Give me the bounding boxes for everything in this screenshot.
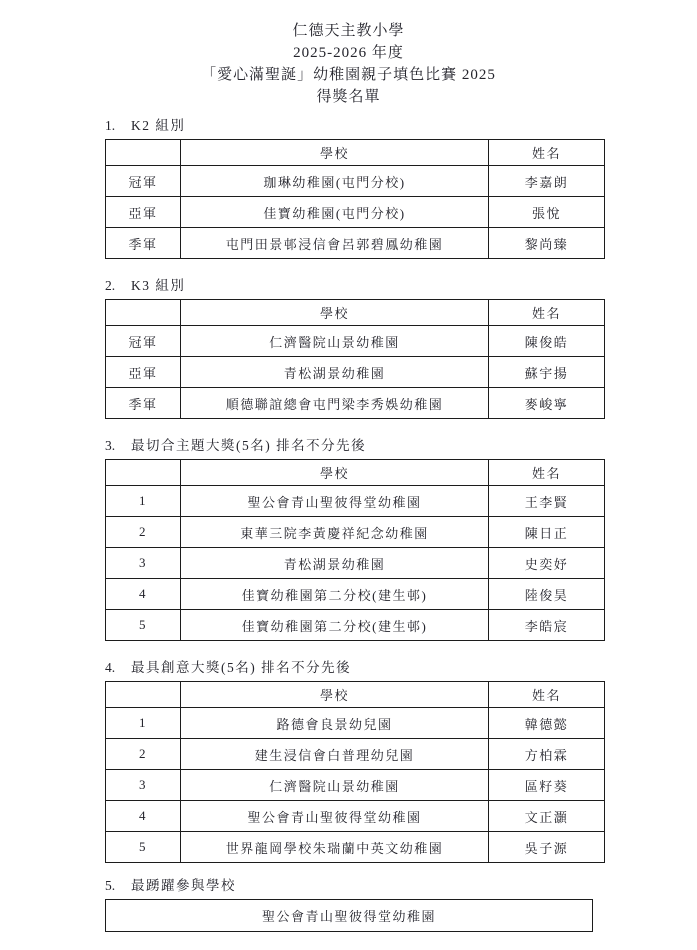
academic-year: 2025-2026 年度 (293, 45, 404, 61)
most-active-school-table (105, 899, 593, 932)
section-number: 2. (105, 278, 116, 293)
table-row (106, 548, 605, 579)
school-title: 仁德天主教小學 (292, 23, 405, 39)
section-heading (105, 659, 593, 677)
col-header-name: 姓名 (489, 682, 605, 708)
school-cell: 聖公會青山聖彼得堂幼稚園 (181, 486, 489, 517)
winner-school-cell: 聖公會青山聖彼得堂幼稚園 (106, 900, 593, 932)
awards-table-most-creative (105, 681, 605, 863)
col-header-rank (106, 140, 181, 166)
name-cell: 陳俊皓 (489, 326, 605, 357)
name-cell: 李嘉朗 (489, 166, 605, 197)
col-header-rank (106, 682, 181, 708)
rank-cell: 2 (106, 517, 181, 548)
rank-cell: 3 (106, 770, 181, 801)
school-cell: 佳寶幼稚園(屯門分校) (181, 197, 489, 228)
col-header-school: 學校 (181, 300, 489, 326)
table-header-row (106, 460, 605, 486)
name-cell: 陸俊昊 (489, 579, 605, 610)
section-k3 (105, 277, 593, 419)
name-cell: 蘇宇揚 (489, 357, 605, 388)
school-cell: 佳寶幼稚園第二分校(建生邨) (181, 579, 489, 610)
col-header-school: 學校 (181, 460, 489, 486)
section-heading-label: 最踴躍參與學校 (131, 878, 236, 893)
col-header-school: 學校 (181, 682, 489, 708)
school-cell: 世界龍岡學校朱瑞蘭中英文幼稚園 (181, 832, 489, 863)
section-number: 5. (105, 878, 116, 893)
section-heading-label: 最切合主題大獎(5名) 排名不分先後 (131, 438, 367, 453)
section-heading-label: K2 組別 (131, 118, 186, 133)
table-row (106, 486, 605, 517)
school-cell: 青松湖景幼稚園 (181, 548, 489, 579)
school-cell: 聖公會青山聖彼得堂幼稚園 (181, 801, 489, 832)
col-header-rank (106, 300, 181, 326)
col-header-name: 姓名 (489, 140, 605, 166)
rank-cell: 亞軍 (106, 357, 181, 388)
section-number: 1. (105, 118, 116, 133)
doc-subtitle: 得獎名單 (316, 89, 381, 105)
table-row (106, 579, 605, 610)
rank-cell: 冠軍 (106, 326, 181, 357)
rank-cell: 1 (106, 486, 181, 517)
name-cell: 張悅 (489, 197, 605, 228)
rank-cell: 季軍 (106, 228, 181, 259)
table-row (106, 708, 605, 739)
table-row (106, 801, 605, 832)
event-title: 「愛心滿聖誕」幼稚園親子填色比賽 2025 (201, 67, 496, 83)
rank-cell: 5 (106, 610, 181, 641)
school-cell: 仁濟醫院山景幼稚園 (181, 770, 489, 801)
section-heading-label: 最具創意大獎(5名) 排名不分先後 (131, 660, 352, 675)
table-row (106, 770, 605, 801)
table-row (106, 357, 605, 388)
name-cell: 文正灝 (489, 801, 605, 832)
table-row (106, 832, 605, 863)
name-cell: 區籽葵 (489, 770, 605, 801)
rank-cell: 4 (106, 801, 181, 832)
section-number: 3. (105, 438, 116, 453)
section-k2 (105, 117, 593, 259)
table-row (106, 166, 605, 197)
name-cell: 韓德懿 (489, 708, 605, 739)
school-cell: 佳寶幼稚園第二分校(建生邨) (181, 610, 489, 641)
col-header-rank (106, 460, 181, 486)
section-heading (105, 437, 593, 455)
name-cell: 史奕妤 (489, 548, 605, 579)
table-row (106, 517, 605, 548)
name-cell: 麥峻寧 (489, 388, 605, 419)
col-header-school: 學校 (181, 140, 489, 166)
school-cell: 建生浸信會白普理幼兒園 (181, 739, 489, 770)
table-row (106, 388, 605, 419)
school-cell: 東華三院李黃慶祥紀念幼稚園 (181, 517, 489, 548)
table-header-row (106, 682, 605, 708)
table-header-row (106, 300, 605, 326)
col-header-name: 姓名 (489, 460, 605, 486)
name-cell: 方柏霖 (489, 739, 605, 770)
col-header-name: 姓名 (489, 300, 605, 326)
awards-table-best-theme (105, 459, 605, 641)
table-row (106, 739, 605, 770)
rank-cell: 亞軍 (106, 197, 181, 228)
name-cell: 黎尚臻 (489, 228, 605, 259)
table-row (106, 610, 605, 641)
rank-cell: 季軍 (106, 388, 181, 419)
name-cell: 吳子源 (489, 832, 605, 863)
name-cell: 陳日正 (489, 517, 605, 548)
name-cell: 李皓宸 (489, 610, 605, 641)
document-header (0, 20, 697, 108)
section-heading (105, 277, 593, 295)
table-header-row (106, 140, 605, 166)
rank-cell: 3 (106, 548, 181, 579)
awards-table-k2 (105, 139, 605, 259)
section-heading (105, 877, 593, 895)
school-cell: 路德會良景幼兒園 (181, 708, 489, 739)
section-most-active (105, 877, 593, 932)
table-row (106, 228, 605, 259)
section-most-creative (105, 659, 593, 863)
section-best-theme (105, 437, 593, 641)
section-number: 4. (105, 660, 116, 675)
school-cell: 珈琳幼稚園(屯門分校) (181, 166, 489, 197)
school-cell: 屯門田景邨浸信會呂郭碧鳳幼稚園 (181, 228, 489, 259)
rank-cell: 4 (106, 579, 181, 610)
school-cell: 順德聯誼總會屯門梁李秀娛幼稚園 (181, 388, 489, 419)
section-heading (105, 117, 593, 135)
school-cell: 青松湖景幼稚園 (181, 357, 489, 388)
rank-cell: 冠軍 (106, 166, 181, 197)
table-row (106, 326, 605, 357)
table-row (106, 900, 593, 932)
rank-cell: 1 (106, 708, 181, 739)
rank-cell: 2 (106, 739, 181, 770)
awards-table-k3 (105, 299, 605, 419)
school-cell: 仁濟醫院山景幼稚園 (181, 326, 489, 357)
name-cell: 王李賢 (489, 486, 605, 517)
table-row (106, 197, 605, 228)
section-heading-label: K3 組別 (131, 278, 186, 293)
rank-cell: 5 (106, 832, 181, 863)
